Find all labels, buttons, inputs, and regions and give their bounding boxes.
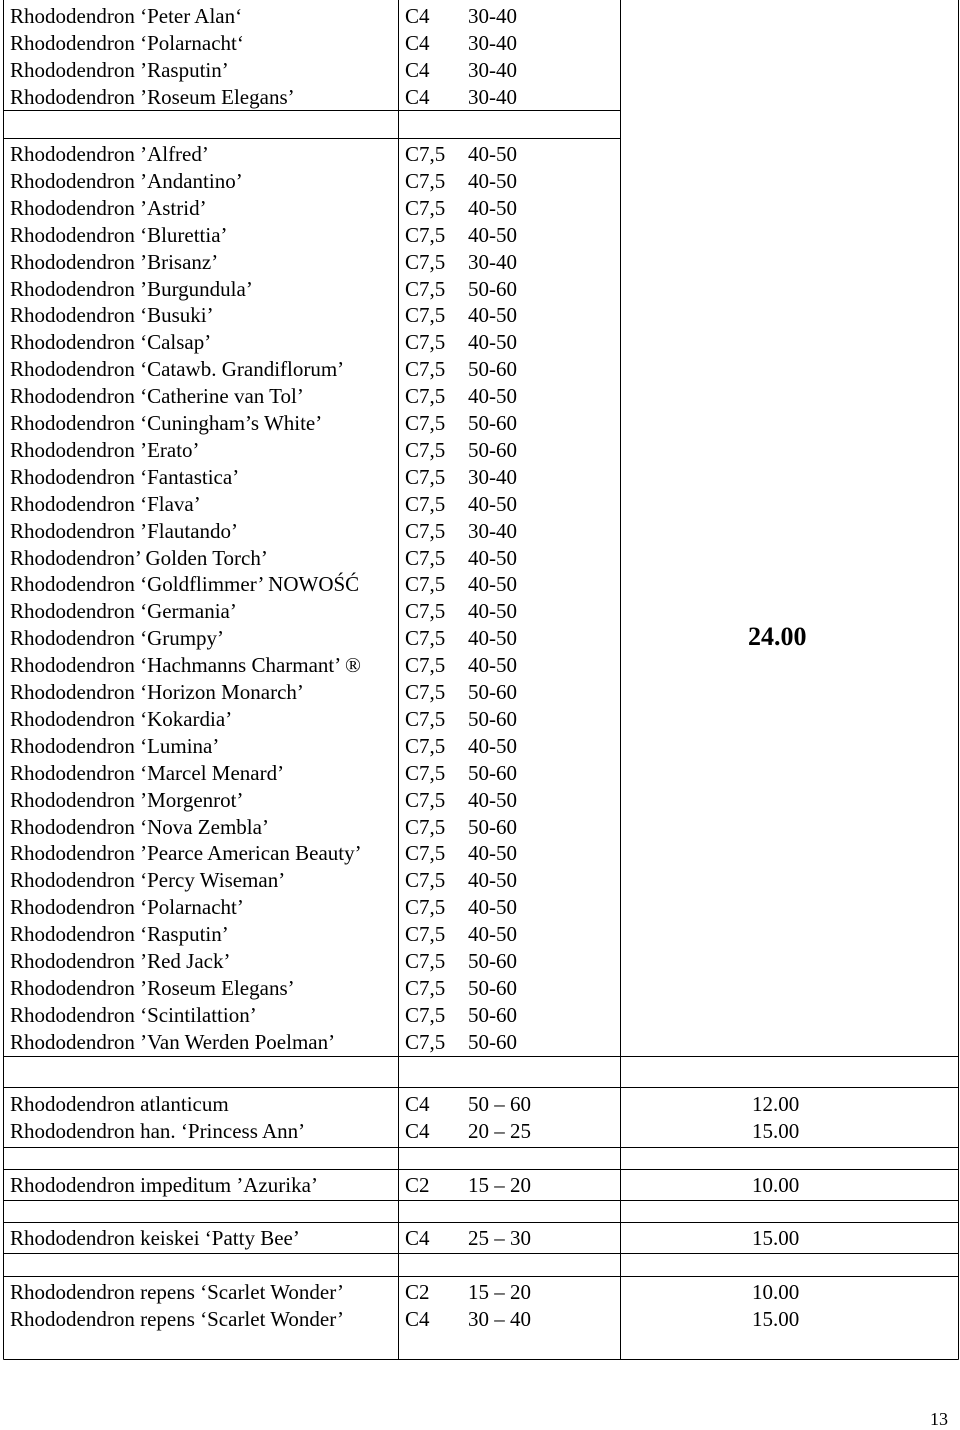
container-size: C7,5 [405,330,446,355]
plant-name: Rhododendron ‘Cuningham’s White’ [10,411,323,435]
plant-height: 40-50 [468,491,517,516]
plant-name: Rhododendron ‘Calsap’ [10,330,212,355]
plant-height: 15 – 20 [468,1173,531,1197]
plant-height: 25 – 30 [468,1226,531,1250]
plant-name: Rhododendron ‘Blurettia’ [10,222,228,247]
container-size: C7,5 [405,653,446,678]
plant-name: Rhododendron ‘Horizon Monarch’ [10,680,304,704]
plant-height: 40-50 [468,895,517,920]
container-size: C7,5 [405,437,446,462]
container-size: C7,5 [405,222,446,247]
container-size: C7,5 [405,760,446,785]
plant-height: 50-60 [468,814,517,839]
plant-name: Rhododendron ’Erato’ [10,437,200,462]
plant-name: Rhododendron ‘Busuki’ [10,303,214,328]
container-size: C7,5 [405,680,446,704]
price: 15.00 [752,1119,800,1143]
plant-height: 40-50 [468,545,517,570]
plant-name: Rhododendron ’Morgenrot’ [10,787,244,812]
plant-name: Rhododendron ‘Catawb. Grandiflorum’ [10,357,345,382]
plant-height: 40-50 [468,653,517,678]
container-size: C7,5 [405,949,446,973]
container-size: C4 [405,1226,430,1250]
container-size: C7,5 [405,922,446,947]
plant-height: 30-40 [468,85,517,109]
plant-height: 30 – 40 [468,1307,531,1331]
plant-name: Rhododendron repens ‘Scarlet Wonder’ [10,1280,345,1304]
plant-height: 40-50 [468,572,517,597]
container-size: C4 [405,31,430,55]
container-size: C7,5 [405,706,446,731]
plant-height: 30-40 [468,249,517,274]
container-size: C7,5 [405,841,446,866]
container-size: C7,5 [405,411,446,435]
plant-name: Rhododendron ‘Polarnacht‘ [10,31,244,55]
container-size: C7,5 [405,1002,446,1027]
plant-height: 40-50 [468,384,517,409]
container-size: C7,5 [405,626,446,651]
plant-height: 40-50 [468,222,517,247]
plant-name: Rhododendron ‘Grumpy’ [10,626,225,651]
plant-height: 40-50 [468,142,517,166]
plant-height: 50-60 [468,437,517,462]
container-size: C7,5 [405,895,446,920]
container-size: C7,5 [405,464,446,489]
plant-name: Rhododendron ’Red Jack’ [10,949,231,973]
plant-name: Rhododendron ’Pearce American Beauty’ [10,841,362,866]
plant-height: 50-60 [468,276,517,301]
plant-height: 20 – 25 [468,1119,531,1143]
plant-height: 15 – 20 [468,1280,531,1304]
container-size: C7,5 [405,814,446,839]
plant-height: 40-50 [468,330,517,355]
price: 24.00 [748,622,807,652]
container-size: C7,5 [405,572,446,597]
plant-height: 40-50 [468,303,517,328]
container-size: C7,5 [405,733,446,758]
container-size: C4 [405,1092,430,1116]
plant-height: 50-60 [468,1029,517,1054]
plant-name: Rhododendron ’Astrid’ [10,195,207,220]
container-size: C4 [405,1307,430,1331]
plant-name: Rhododendron atlanticum [10,1092,229,1116]
plant-height: 40-50 [468,195,517,220]
container-size: C7,5 [405,787,446,812]
plant-name: Rhododendron ‘Hachmanns Charmant’ ® [10,653,361,678]
plant-height: 50-60 [468,680,517,704]
container-size: C4 [405,4,430,28]
price: 10.00 [752,1173,800,1197]
plant-name: Rhododendron ‘Rasputin’ [10,922,229,947]
plant-name: Rhododendron keiskei ‘Patty Bee’ [10,1226,300,1250]
plant-name: Rhododendron ‘Fantastica’ [10,464,240,489]
plant-name: Rhododendron ‘Lumina’ [10,733,220,758]
plant-height: 40-50 [468,733,517,758]
container-size: C7,5 [405,249,446,274]
plant-height: 40-50 [468,599,517,624]
plant-name: Rhododendron ‘Percy Wiseman’ [10,868,286,893]
container-size: C7,5 [405,357,446,382]
plant-name: Rhododendron ‘Kokardia’ [10,706,233,731]
plant-height: 30-40 [468,464,517,489]
plant-name: Rhododendron repens ‘Scarlet Wonder’ [10,1307,345,1331]
container-size: C7,5 [405,599,446,624]
container-size: C7,5 [405,545,446,570]
container-size: C7,5 [405,168,446,193]
price: 12.00 [752,1092,800,1116]
plant-name: Rhododendron ‘Catherine van Tol’ [10,384,304,409]
plant-name: Rhododendron ‘Polarnacht’ [10,895,244,920]
plant-name: Rhododendron ’Roseum Elegans’ [10,85,295,109]
plant-name: Rhododendron ‘Scintilattion’ [10,1002,257,1027]
plant-height: 30-40 [468,518,517,543]
plant-height: 30-40 [468,31,517,55]
container-size: C7,5 [405,303,446,328]
container-size: C7,5 [405,518,446,543]
container-size: C7,5 [405,384,446,409]
container-size: C4 [405,1119,430,1143]
container-size: C7,5 [405,868,446,893]
plant-height: 40-50 [468,168,517,193]
container-size: C2 [405,1280,430,1304]
plant-height: 50-60 [468,411,517,435]
plant-height: 50-60 [468,760,517,785]
plant-name: Rhododendron ’Andantino’ [10,168,243,193]
plant-height: 30-40 [468,4,517,28]
plant-name: Rhododendron ’Rasputin’ [10,58,229,82]
price: 10.00 [752,1280,800,1304]
plant-name: Rhododendron ‘Nova Zembla’ [10,814,269,839]
plant-height: 50-60 [468,1002,517,1027]
plant-name: Rhododendron ’Flautando’ [10,518,239,543]
container-size: C7,5 [405,195,446,220]
container-size: C4 [405,58,430,82]
plant-height: 50-60 [468,357,517,382]
plant-height: 50 – 60 [468,1092,531,1116]
page-number: 13 [930,1409,948,1429]
plant-name: Rhododendron’ Golden Torch’ [10,545,268,570]
plant-name: Rhododendron ‘Flava’ [10,491,201,516]
plant-height: 40-50 [468,626,517,651]
plant-height: 40-50 [468,841,517,866]
container-size: C7,5 [405,491,446,516]
plant-name: Rhododendron ‘Peter Alan‘ [10,4,243,28]
plant-name: Rhododendron ‘Marcel Menard’ [10,760,285,785]
plant-name: Rhododendron ’Roseum Elegans’ [10,975,295,1000]
plant-height: 50-60 [468,949,517,973]
container-size: C4 [405,85,430,109]
plant-name: Rhododendron ‘Goldflimmer’ NOWOŚĆ [10,572,360,597]
container-size: C7,5 [405,1029,446,1054]
container-size: C2 [405,1173,430,1197]
plant-name: Rhododendron han. ‘Princess Ann’ [10,1119,306,1143]
plant-name: Rhododendron ’Alfred’ [10,142,209,166]
plant-name: Rhododendron ’Brisanz’ [10,249,219,274]
plant-height: 50-60 [468,975,517,1000]
plant-height: 40-50 [468,922,517,947]
container-size: C7,5 [405,975,446,1000]
price: 15.00 [752,1307,800,1331]
plant-height: 30-40 [468,58,517,82]
plant-height: 40-50 [468,868,517,893]
plant-height: 40-50 [468,787,517,812]
plant-name: Rhododendron impeditum ’Azurika’ [10,1173,318,1197]
plant-name: Rhododendron ’Van Werden Poelman’ [10,1029,336,1054]
price: 15.00 [752,1226,800,1250]
plant-name: Rhododendron ‘Germania’ [10,599,237,624]
container-size: C7,5 [405,142,446,166]
container-size: C7,5 [405,276,446,301]
plant-name: Rhododendron ’Burgundula’ [10,276,253,301]
plant-height: 50-60 [468,706,517,731]
